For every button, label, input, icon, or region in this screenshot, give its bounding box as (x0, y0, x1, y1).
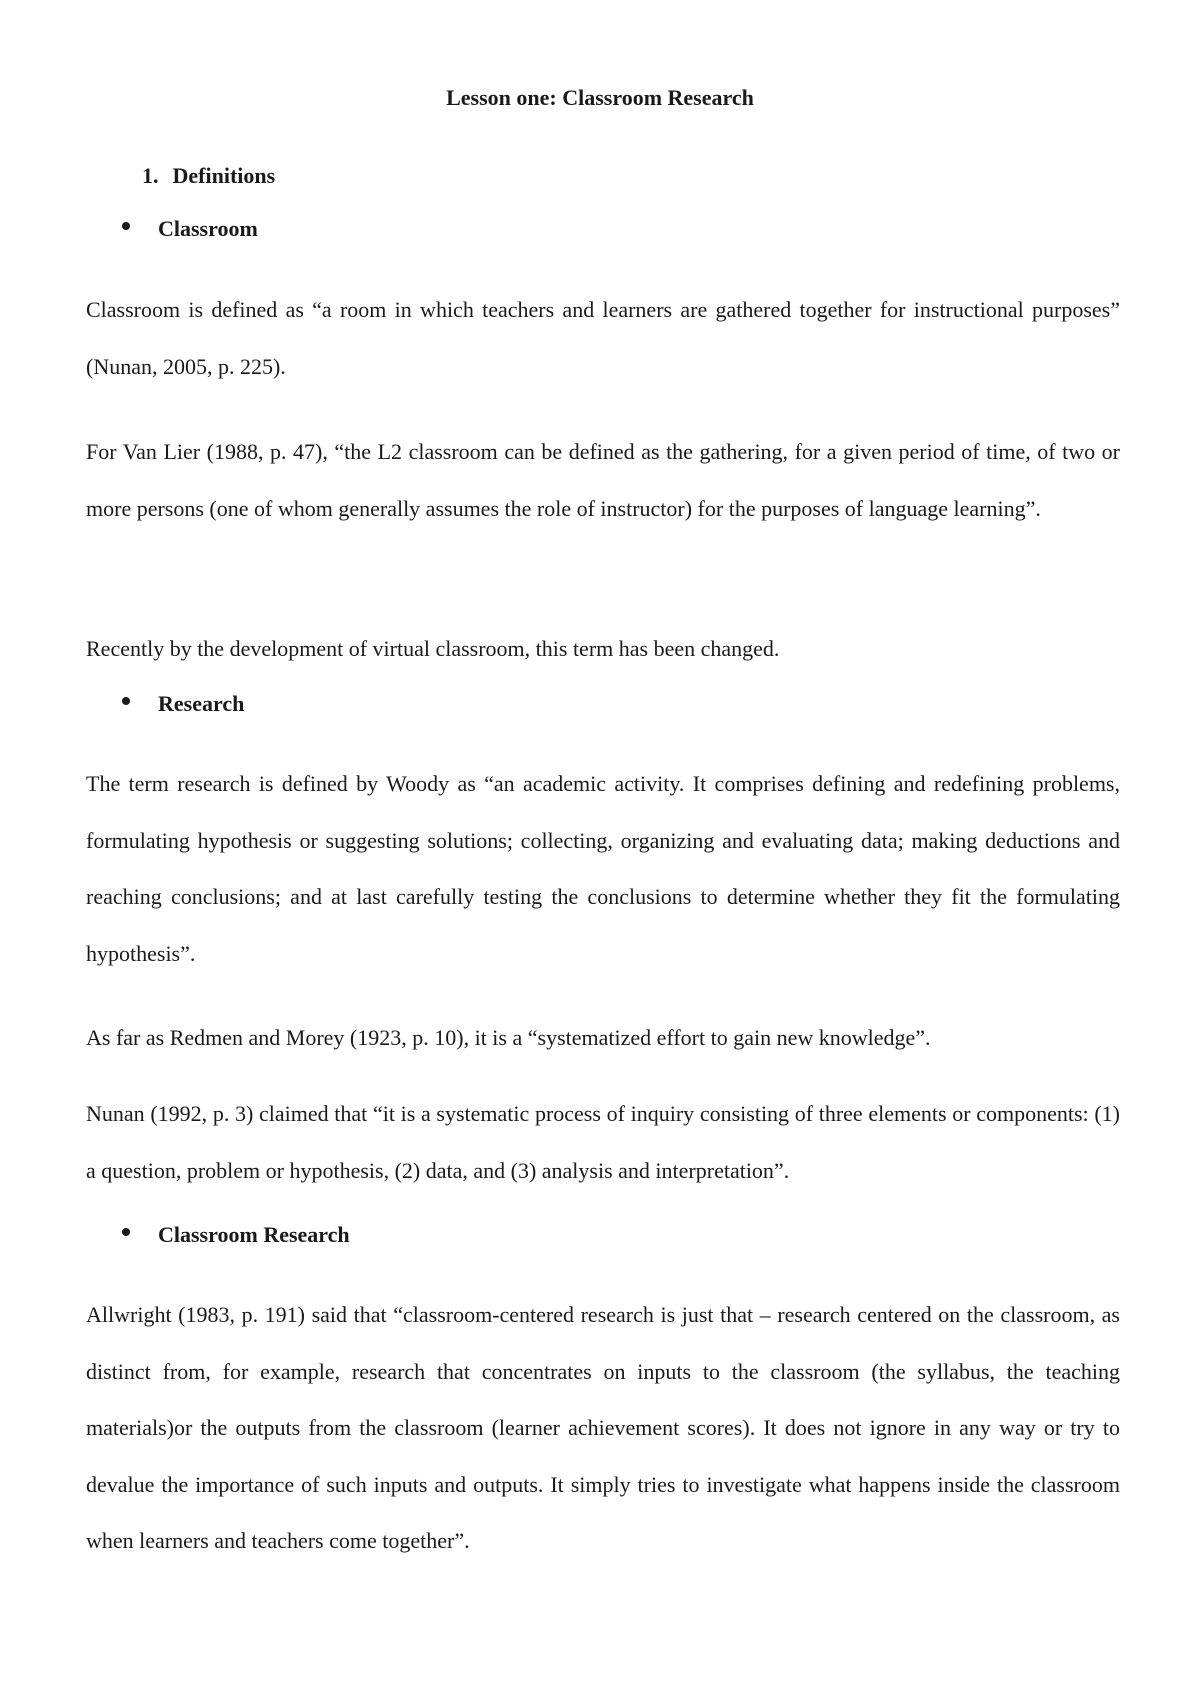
paragraph-allwright: Allwright (1983, p. 191) said that “classroom-centered research is just that – research centered on the classroom, as distinct from, for example, research that concentrates on inputs to the classroom (the syllabus, the teaching materials)or the outputs from the classroom (learner achievement scores). It does not ignore in any way or try to devalue the importance of such inputs and outputs. It simply tries to investigate what happens inside the classroom when learners and teachers come together”. (86, 1302, 1120, 1553)
subheading-label: Classroom (158, 216, 258, 241)
bullet-icon (122, 222, 130, 230)
bullet-icon (122, 697, 130, 705)
bullet-icon (122, 1228, 130, 1236)
paragraph-research-woody: The term research is defined by Woody as “an academic activity. It comprises defining and redefining problems, formulating hypothesis or suggesting solutions; collecting, organizing and evaluating data; making deductions and reaching conclusions; and at last carefully testing the conclusions to determine whether they fit the formulating hypothesis”. (86, 771, 1120, 966)
section-number: 1. (142, 163, 159, 188)
section-label: Definitions (172, 163, 276, 188)
paragraph-classroom-definition: Classroom is defined as “a room in which teachers and learners are gathered together for instructional purposes” (Nunan, 2005, p. 225). (86, 297, 1120, 379)
paragraph-van-lier: For Van Lier (1988, p. 47), “the L2 classroom can be defined as the gathering, for a given period of time, of two or more persons (one of whom generally assumes the role of instructor) for the purposes of language learning”. (86, 439, 1120, 521)
paragraph-nunan-1992: Nunan (1992, p. 3) claimed that “it is a systematic process of inquiry consisting of three elements or components: (1) a question, problem or hypothesis, (2) data, and (3) analysis and interpretation”. (86, 1101, 1120, 1183)
subheading-research (122, 690, 244, 718)
subheading-classroom (122, 215, 258, 243)
page-title: Lesson one: Classroom Research (446, 85, 754, 110)
subheading-classroom-research (122, 1221, 350, 1249)
subheading-label: Research (158, 691, 245, 716)
paragraph-redmen-morey: As far as Redmen and Morey (1923, p. 10), it is a “systematized effort to gain new knowledge”. (86, 1025, 931, 1050)
paragraph-virtual-classroom: Recently by the development of virtual classroom, this term has been changed. (86, 636, 780, 661)
subheading-label: Classroom Research (158, 1222, 350, 1247)
section-heading-definitions (142, 162, 275, 190)
